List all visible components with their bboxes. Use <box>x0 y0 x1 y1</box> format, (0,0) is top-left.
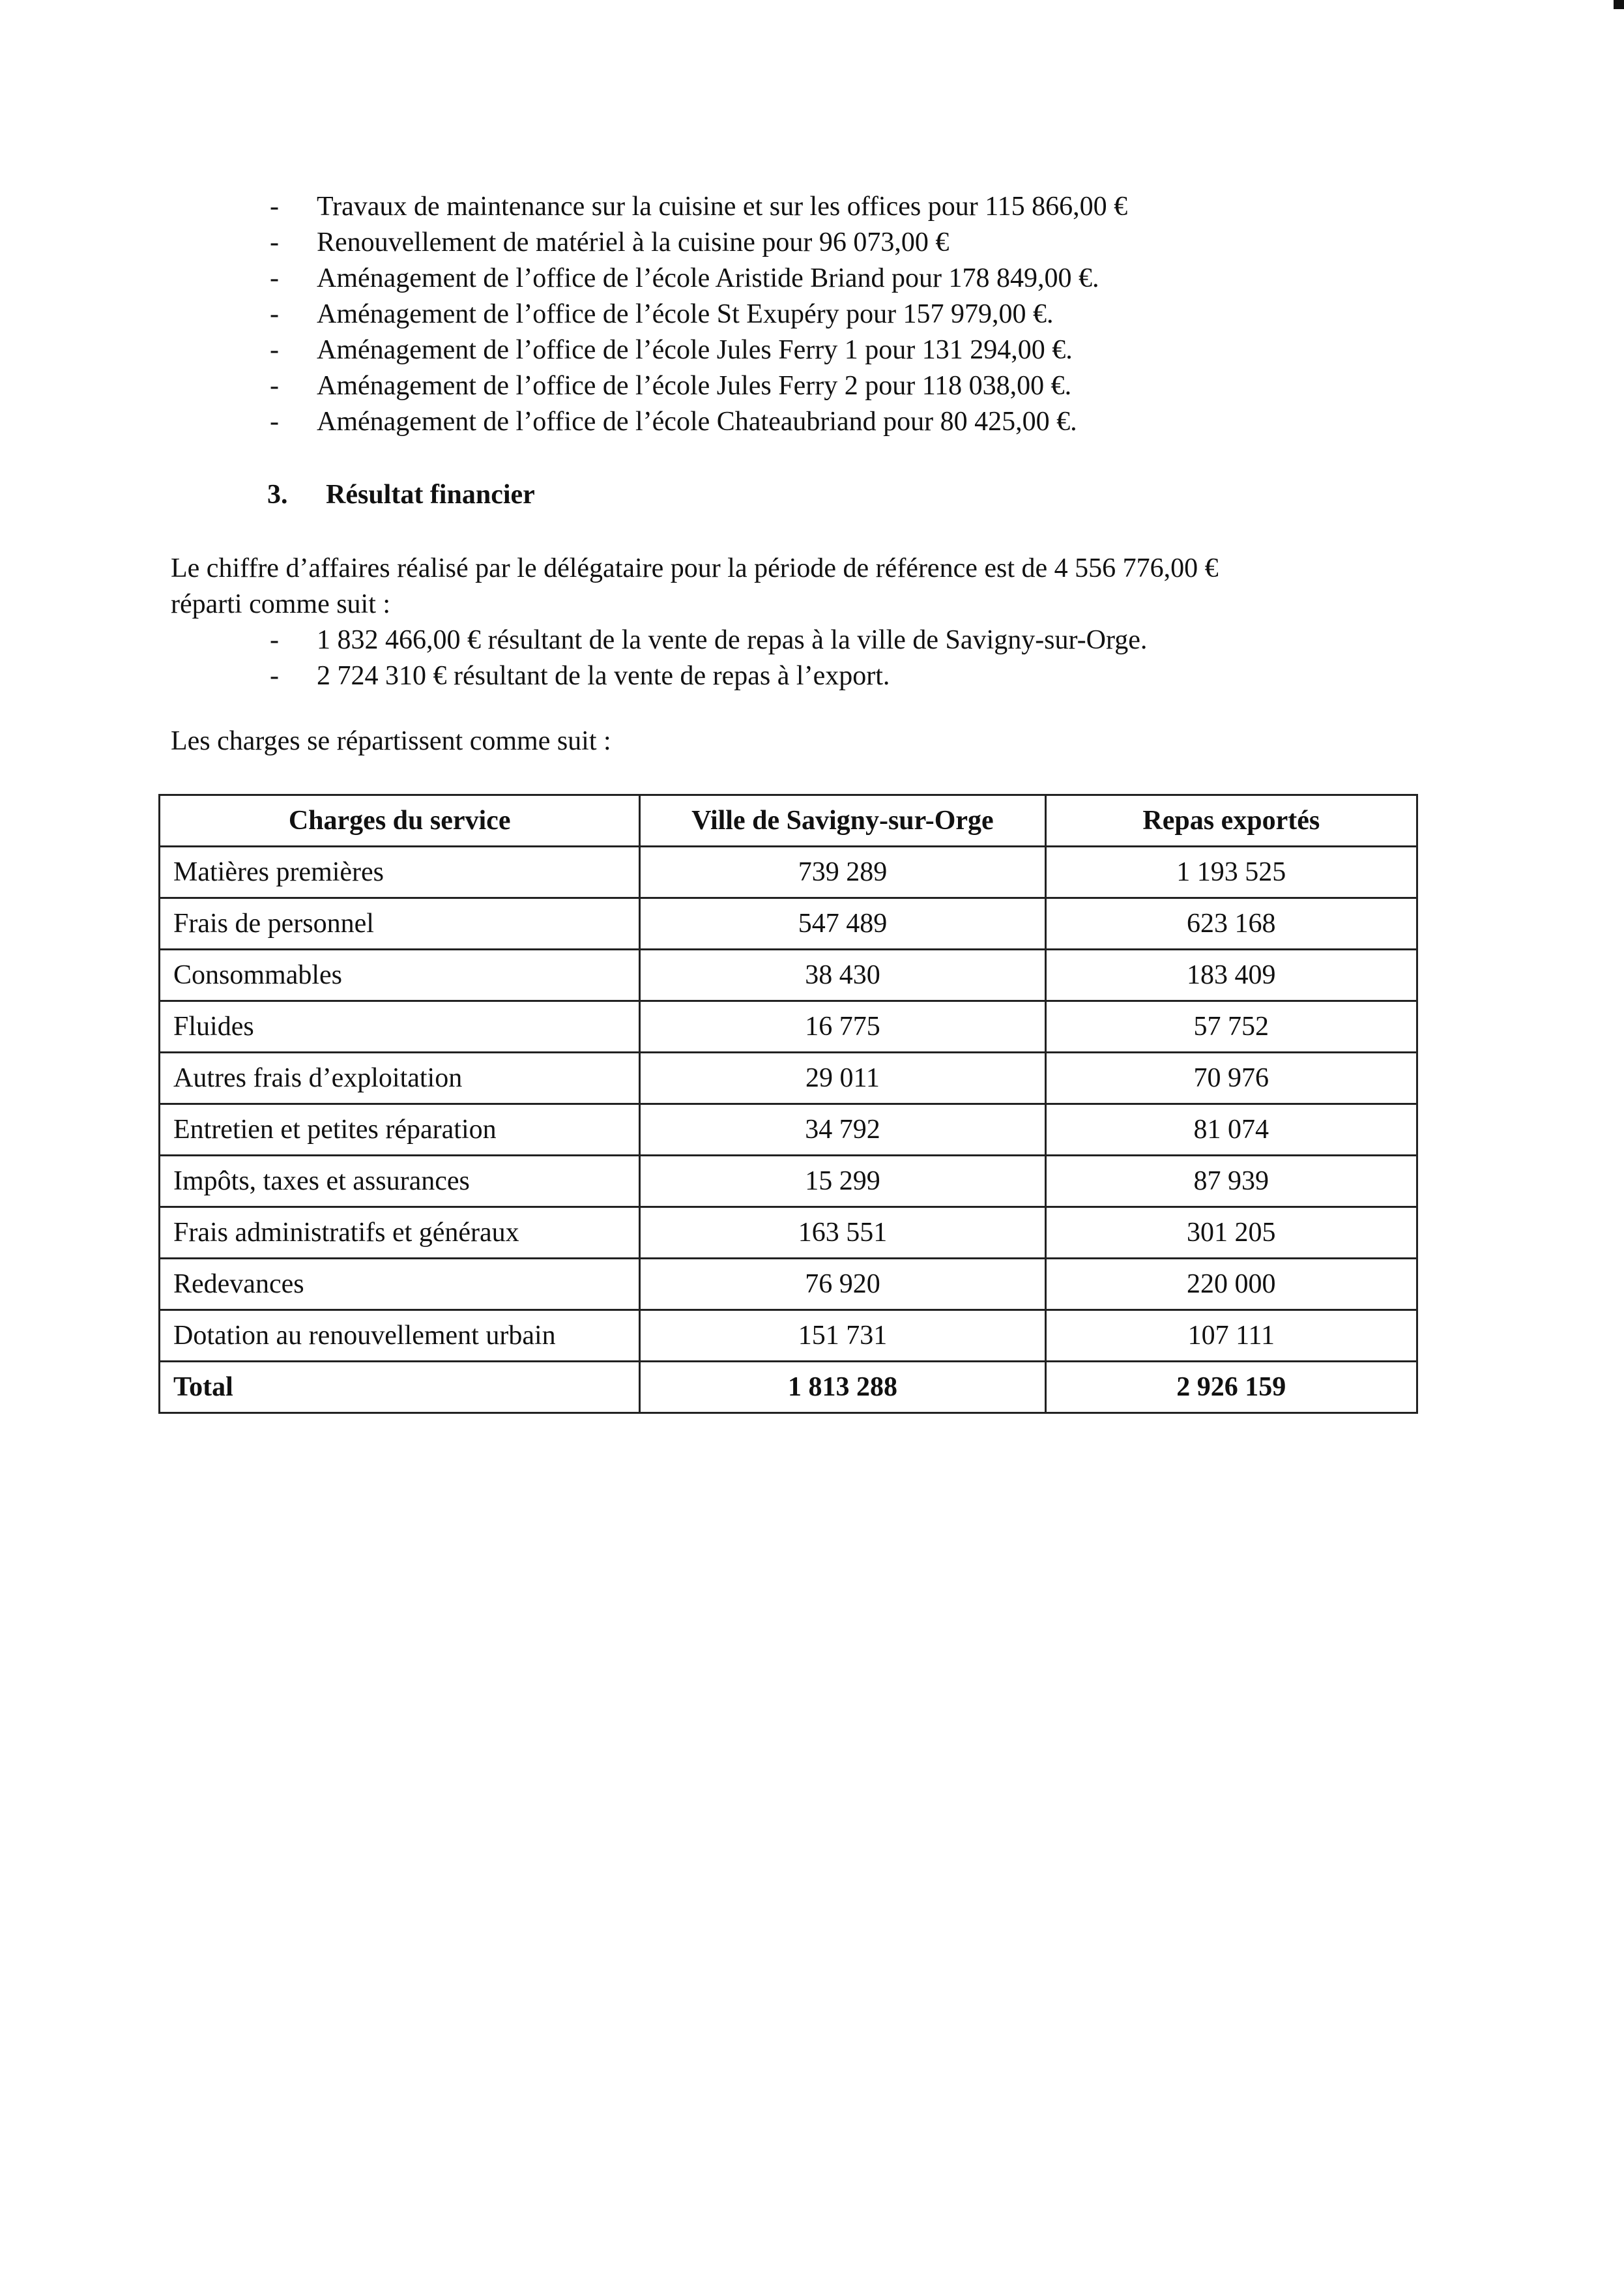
list-item-text: Aménagement de l’office de l’école Aristide Briand pour 178 849,00 €. <box>317 263 1099 293</box>
list-item-text: Aménagement de l’office de l’école Jules Ferry 2 pour 118 038,00 €. <box>317 371 1072 401</box>
section-number: 3. <box>267 480 288 510</box>
table-cell: 183 409 <box>1045 950 1417 1001</box>
maintenance-list <box>261 189 1499 440</box>
table-cell: 163 551 <box>640 1207 1045 1259</box>
list-item <box>261 622 1147 658</box>
section-heading <box>267 477 535 513</box>
list-item <box>261 225 1499 261</box>
table-cell: 1 193 525 <box>1045 847 1417 898</box>
column-header: Charges du service <box>160 795 640 847</box>
list-item <box>261 261 1499 297</box>
table-cell: 70 976 <box>1045 1053 1417 1104</box>
table-cell: 151 731 <box>640 1310 1045 1362</box>
bullet-dash: - <box>270 371 279 401</box>
bullet-dash: - <box>270 263 279 293</box>
table-row <box>160 1104 1417 1156</box>
charges-table <box>158 794 1418 1414</box>
table-row <box>160 847 1417 898</box>
revenue-list <box>261 622 1147 694</box>
list-item-text: Aménagement de l’office de l’école Jules Ferry 1 pour 131 294,00 €. <box>317 335 1073 365</box>
table-row <box>160 1001 1417 1053</box>
total-export: 2 926 159 <box>1045 1362 1417 1413</box>
list-item-text: 1 832 466,00 € résultant de la vente de repas à la ville de Savigny-sur-Orge. <box>317 625 1148 655</box>
table-cell: Frais administratifs et généraux <box>160 1207 640 1259</box>
table-cell: Redevances <box>160 1259 640 1310</box>
table-header-row <box>160 795 1417 847</box>
list-item-text: Renouvellement de matériel à la cuisine pour 96 073,00 € <box>317 227 950 257</box>
table-cell: 81 074 <box>1045 1104 1417 1156</box>
table-cell: Entretien et petites réparation <box>160 1104 640 1156</box>
table-cell: Fluides <box>160 1001 640 1053</box>
scan-corner-mark <box>1614 0 1624 9</box>
bullet-dash: - <box>270 625 279 655</box>
table-row <box>160 1310 1417 1362</box>
table-row <box>160 1156 1417 1207</box>
list-item <box>261 658 1147 694</box>
table-row <box>160 1259 1417 1310</box>
charges-intro: Les charges se répartissent comme suit : <box>171 726 611 756</box>
table-cell: 38 430 <box>640 950 1045 1001</box>
table-cell: Autres frais d’exploitation <box>160 1053 640 1104</box>
revenue-line-1: Le chiffre d’affaires réalisé par le délégataire pour la période de référence est de 4 556 776,00 € <box>171 553 1219 583</box>
table-cell: 16 775 <box>640 1001 1045 1053</box>
table-cell: 34 792 <box>640 1104 1045 1156</box>
table-cell: Consommables <box>160 950 640 1001</box>
table-cell: 15 299 <box>640 1156 1045 1207</box>
total-label: Total <box>160 1362 640 1413</box>
table-cell: 301 205 <box>1045 1207 1417 1259</box>
table-row <box>160 898 1417 950</box>
list-item <box>261 189 1499 225</box>
bullet-dash: - <box>270 335 279 365</box>
list-item-text: Aménagement de l’office de l’école St Exupéry pour 157 979,00 €. <box>317 299 1054 329</box>
table-cell: Matières premières <box>160 847 640 898</box>
bullet-dash: - <box>270 407 279 437</box>
list-item-text: Aménagement de l’office de l’école Chateaubriand pour 80 425,00 €. <box>317 407 1077 437</box>
list-item <box>261 332 1499 368</box>
table-cell: 623 168 <box>1045 898 1417 950</box>
revenue-line-2: réparti comme suit : <box>171 589 391 619</box>
table-cell: 107 111 <box>1045 1310 1417 1362</box>
table-row <box>160 1053 1417 1104</box>
table-row <box>160 1207 1417 1259</box>
bullet-dash: - <box>270 299 279 329</box>
column-header: Ville de Savigny-sur-Orge <box>640 795 1045 847</box>
bullet-dash: - <box>270 227 279 257</box>
table-cell: 29 011 <box>640 1053 1045 1104</box>
section-title: Résultat financier <box>326 480 535 510</box>
table-cell: Dotation au renouvellement urbain <box>160 1310 640 1362</box>
list-item <box>261 404 1499 440</box>
list-item <box>261 297 1499 332</box>
column-header: Repas exportés <box>1045 795 1417 847</box>
table-cell: 57 752 <box>1045 1001 1417 1053</box>
bullet-dash: - <box>270 192 279 222</box>
list-item-text: Travaux de maintenance sur la cuisine et sur les offices pour 115 866,00 € <box>317 192 1128 222</box>
bullet-dash: - <box>270 661 279 691</box>
table-row <box>160 950 1417 1001</box>
table-cell: 87 939 <box>1045 1156 1417 1207</box>
table-cell: 739 289 <box>640 847 1045 898</box>
list-item <box>261 368 1499 404</box>
table-total-row <box>160 1362 1417 1413</box>
total-ville: 1 813 288 <box>640 1362 1045 1413</box>
table-cell: Impôts, taxes et assurances <box>160 1156 640 1207</box>
table-cell: 547 489 <box>640 898 1045 950</box>
table-cell: Frais de personnel <box>160 898 640 950</box>
table-cell: 220 000 <box>1045 1259 1417 1310</box>
table-cell: 76 920 <box>640 1259 1045 1310</box>
list-item-text: 2 724 310 € résultant de la vente de repas à l’export. <box>317 661 890 691</box>
revenue-paragraph <box>171 551 1474 622</box>
